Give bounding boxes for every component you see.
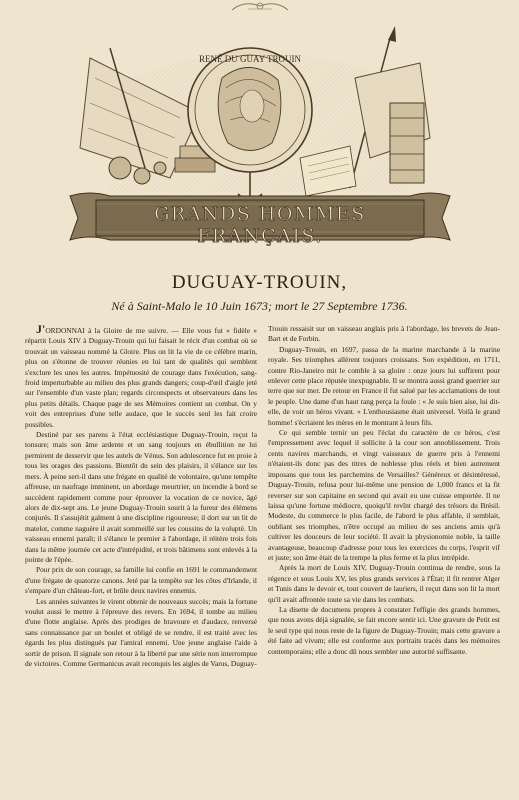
paragraph: J'ORDONNAI à la Gloire de me suivre. — Elle vous fut « fidèle » répartit Louis XIV à Duguay-Trouin qui lui faisait le récit d'un combat où se trouvait un vaisseau nommé la Gloire. Plus on lit la vie de ce célèbre marin, plus on s'étonne de trouver réunies en lui tant de qualités qui semblent s'exclure les unes les autres. Impétuosité de courage dans l'exécution, sang-froid imperturbable au milieu des plus grands dangers; coup-d'œil d'aigle jeté sur l'ensemble d'un vaste plan; regards circonspects et observateurs dans les plus petits détails. Chaque page de ses Mémoires contient un combat. On y voit des entreprises d'une telle audace, que le succès seul les fait croire possibles. <box>25 322 257 429</box>
paragraph: Ce qui semble ternir un peu l'éclat du caractère de ce héros, c'est l'empressement avec lequel il sollicite à la cour son annoblissement. Trois cents navires marchands, et vingt vaisseaux de guerre pris à l'ennemi n'étaient-ils donc pas des titres de noblesse plus réels et bien autrement imposans que tous les parchemins de Versailles? Généreux et désintéressé, Duguay-Trouin, refusa pour lui-même une pension de 1,000 francs et la fit reverser sur son capitaine en second qui avait eu une cuisse emportée. Il ne laissa qu'une fortune médiocre, quoiqu'il revînt chargé des trésors du Brésil. Modeste, du commerce le plus facile, de l'abord le plus affable, il semblait, oubliant ses triomphes, n'être occupé au milieu de ses anciens amis qu'à cultiver les douceurs de leur société. Il avait la physionomie noble, la taille avantageuse, beaucoup d'adresse pour tous les exercices du corps, l'esprit vif et juste; son âme était de la trempe la plus ferme et la plus intrépide. <box>268 428 500 562</box>
paragraph: Trouin ressaisit sur un vaisseau anglais pris à l'abordage, les brevets de Jean-Bart et de Forbin. <box>268 324 500 344</box>
left-column <box>25 324 257 669</box>
paragraph: La disette de documens propres à constater l'effigie des grands hommes, que nous avons déjà signalée, se fait encore sentir ici. Une gravure de Petit est le seul type qui nous reste de la figure de Duguay-Trouin; mais cette gravure a été faite ad vivum; elle est conforme aux portraits tracés dans les mémoires contemporains; elle a donc dû nous sembler une autorité suffisante. <box>268 604 500 656</box>
article-subtitle: Né à Saint-Malo le 10 Juin 1673; mort le 27 Septembre 1736. <box>111 299 408 313</box>
medallion-inscription: RENÉ DU GUAY TROUIN <box>199 54 301 64</box>
crest-ornament <box>228 0 292 12</box>
drop-cap: J' <box>36 322 46 336</box>
right-column <box>268 324 500 657</box>
paragraph: Duguay-Trouin, en 1697, passa de la marine marchande à la marine royale. Ses triomphes allèrent toujours croissans. Son expédition, en 1711, contre Rio-Janeiro mit le comble à sa gloire : onze jours lui suffirent pour enlever cette place réputée inexpugnable. Il se montra aussi grand guerrier sur terre que sur mer. De retour en France il fut salué par les acclamations de tout le peuple. Une dame d'un haut rang perça la foule : « Je suis bien aise, lui dit-elle, de voir un héros vivant. » L'enthousiasme était universel. Voilà le grand homme! s'écriaient les mères en le montrant à leurs fils. <box>268 344 500 427</box>
paragraph: Pour prix de son courage, sa famille lui confie en 1691 le commandement d'une frégate de quatorze canons. Jeté par la tempête sur les côtes d'Irlande, il s'empare d'un château-fort, et brûle deux navires ennemis. <box>25 565 257 596</box>
paragraph: Les années suivantes le virent obtenir de nouveaux succès; mais la fortune voulut aussi le mettre à l'épreuve des revers. En 1694, il tombe au milieu d'une flotte anglaise. Après des prodiges de bravoure et d'audace, renversé sans connaissance par un boulet et obligé de se rendre, il est traité avec les égards les plus distingués par l'amiral ennemi. Une jeune anglaise l'aide à sortir de prison. Il signale son retour à la liberté par une série non interrompue de victoires. Comme Germanicus avait reconquis les aigles de Varus, Duguay- <box>25 596 257 668</box>
article-title: DUGUAY-TROUIN, <box>171 272 348 293</box>
paragraph: Destiné par ses parens à l'état ecclésiastique Duguay-Trouin, reçut la tonsure; mais son âme ardente et un sang toujours en ébullition ne lui permirent de desservir que les autels de Vénus. Son adolescence fut en proie à tous les orages des passions. Bientôt du sein des plaisirs, il s'élance sur les mers. À peine sert-il dans une frégate en qualité de volontaire, qu'une tempête affreuse, un naufrage imminent, un abordage meurtrier, un incendie à bord se succèdent rapidement comme pour éprouver la vocation de ce novice, âgé alors de dix-sept ans. Le jeune Duguay-Trouin sourit à la fureur des élémens conjurés. Il s'assujétit galment à une discipline rigoureuse; il dort sur un lit de matelot, comme naguère il avait sommeillé sur les coussins de la volupté. Un vaisseau ennemi paraît; il s'élance le premier à l'abordage, il réitère trois fois dans la même journée cet acte d'intrépidité, et trois bâtimens sont enlevés à la pointe de l'épée. <box>25 430 257 564</box>
banner-title: GRANDS HOMMES FRANÇAIS. <box>154 203 366 247</box>
paragraph: Après la mort de Louis XIV, Duguay-Trouin continua de rendre, sous la régence et sous Louis XV, les plus grands services à l'État; il fit rentrer Alger et Tunis dans le devoir et, tout couvert de lauriers, il reçut dans son lit la mort qu'il avait affrontée toute sa vie dans les combats. <box>268 563 500 604</box>
